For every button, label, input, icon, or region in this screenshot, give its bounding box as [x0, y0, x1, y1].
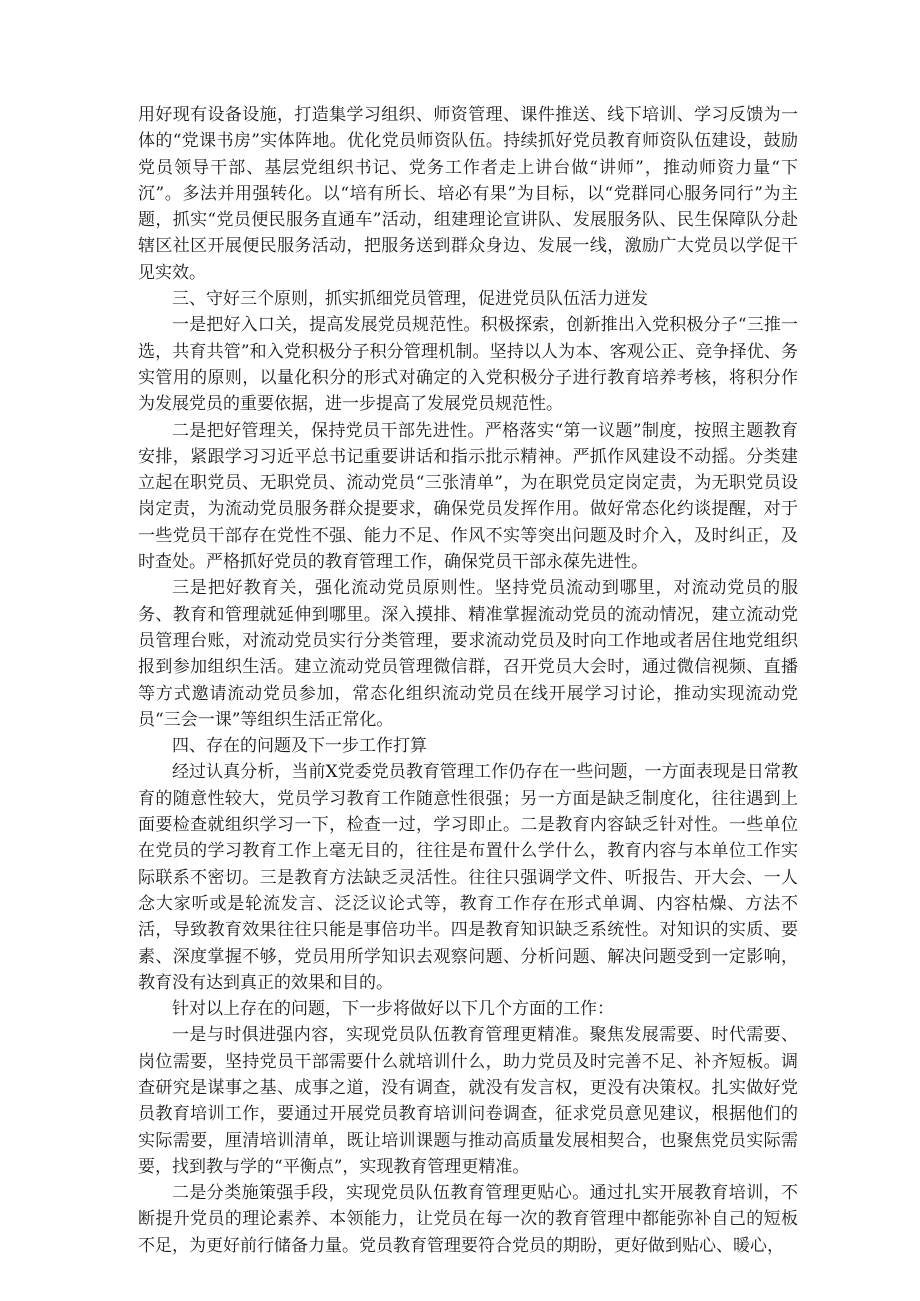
paragraph-next-steps-intro: 针对以上存在的问题，下一步将做好以下几个方面的工作：: [172, 999, 614, 1020]
paragraph-problems-analysis: 经过认真分析，当前X党委党员教育管理工作仍存在一些问题，一方面表现是日常教育的随意性较大，党员学习教育工作随意性很强；另一方面是缺乏制度化，往往遇到上面要检查就组织学习一下，检查一过，学习即止。二是教育内容缺乏针对性。一些单位在党员的学习教育工作上毫无目的，往往是布置什么学什么，教育内容与本单位工作实际联系不密切。三是教育方法缺乏灵活性。往往只强调学文件、听报告、开大会、一人念大家听或是轮流发言、泛泛议论式等，教育工作存在形式单调、内容枯燥、方法不活，导致教育效果往往只能是事倍功半。四是教育知识缺乏系统性。对知识的实质、要素、深度掌握不够，党员用所学知识去观察问题、分析问题、解决问题受到一定影响，教育没有达到真正的效果和目的。: [138, 762, 798, 993]
paragraph-education-control: 三是把好教育关，强化流动党员原则性。坚持党员流动到哪里，对流动党员的服务、教育和管理就延伸到哪里。深入摸排、精准掌握流动党员的流动情况，建立流动党员管理台账，对流动党员实行分类管理，要求流动党员及时向工作地或者居住地党组织报到参加组织生活。建立流动党员管理微信群，召开党员大会时，通过微信视频、直播等方式邀请流动党员参加，常态化组织流动党员在线开展学习讨论，推动实现流动党员“三会一课”等组织生活正常化。: [138, 578, 798, 730]
paragraph-management-control: 二是把好管理关，保持党员干部先进性。严格落实“第一议题”制度，按照主题教育安排，紧跟学习习近平总书记重要讲话和指示批示精神。严抓作风建设不动摇。分类建立起在职党员、无职党员、流动党员“三张清单”，为在职党员定岗定责，为无职党员设岗定责，为流动党员服务群众提要求，确保党员发挥作用。做好常态化约谈提醒，对于一些党员干部存在党性不强、能力不足、作风不实等突出问题及时介入，及时纠正，及时查处。严格抓好党员的教育管理工作，确保党员干部永葆先进性。: [138, 420, 798, 573]
paragraph-next-step-one: 一是与时俱进强内容，实现党员队伍教育管理更精准。聚焦发展需要、时代需要、岗位需要，坚持党员干部需要什么就培训什么，助力党员及时完善不足、补齐短板。调查研究是谋事之基、成事之道，没有调查，就没有发言权，更没有决策权。扎实做好党员教育培训工作，要通过开展党员教育培训问卷调查，征求党员意见建议，根据他们的实际需要，厘清培训清单，既让培训课题与推动高质量发展相契合，也聚焦党员实际需要，找到教与学的“平衡点”，实现教育管理更精准。: [138, 1025, 798, 1177]
document-page: [138, 102, 798, 1259]
section-heading-three: 三、守好三个原则，抓实抓细党员管理，促进党员队伍活力迸发: [172, 289, 648, 310]
paragraph-entry-control: 一是把好入口关，提高发展党员规范性。积极探索，创新推出入党积极分子“三推一选，共育共管”和入党积极分子积分管理机制。坚持以人为本、客观公正、竞争择优、务实管用的原则，以量化积分的形式对确定的入党积极分子进行教育培养考核，将积分作为发展党员的重要依据，进一步提高了发展党员规范性。: [138, 315, 798, 415]
paragraph-intro-continuation: 用好现有设备设施，打造集学习组织、师资管理、课件推送、线下培训、学习反馈为一体的“党课书房”实体阵地。优化党员师资队伍。持续抓好党员教育师资队伍建设，鼓励党员领导干部、基层党组织书记、党务工作者走上讲台做“讲师”，推动师资力量“下沉”。多法并用强转化。以“培有所长、培必有果”为目标，以“党群同心服务同行”为主题，抓实“党员便民服务直通车”活动，组建理论宣讲队、发展服务队、民生保障队分赴辖区社区开展便民服务活动，把服务送到群众身边、发展一线，激励广大党员以学促干见实效。: [138, 105, 798, 283]
paragraph-next-step-two: 二是分类施策强手段，实现党员队伍教育管理更贴心。通过扎实开展教育培训，不断提升党员的理论素养、本领能力，让党员在每一次的教育管理中都能弥补自己的短板不足，为更好前行储备力量。党员教育管理要符合党员的期盼，更好做到贴心、暖心，: [138, 1183, 798, 1256]
section-heading-four: 四、存在的问题及下一步工作打算: [172, 736, 427, 757]
